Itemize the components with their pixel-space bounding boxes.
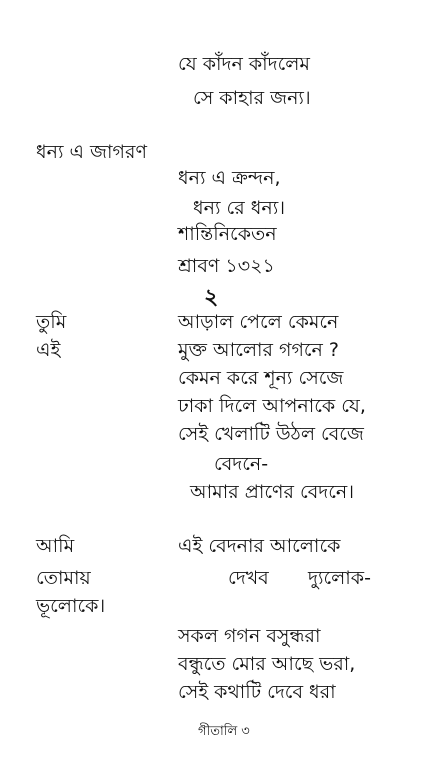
- margin-label: ধন্য এ জাগরণ: [36, 141, 147, 163]
- place-line: শান্তিনিকেতন: [178, 223, 277, 245]
- poem-line: এই বেদনার আলোকে: [178, 535, 341, 557]
- poem-line: বন্ধুতে মোর আছে ভরা,: [178, 653, 356, 675]
- poem-line: মুক্ত আলোর গগনে ?: [178, 339, 340, 361]
- margin-label: আমি: [36, 535, 75, 557]
- poem-word: দ্যুলোক-: [308, 567, 371, 589]
- poem-line: সে কাহার জন্য।: [193, 87, 311, 109]
- poem-word: দেখব: [228, 567, 269, 589]
- poem-line: ঢাকা দিলে আপনাকে যে,: [178, 395, 366, 417]
- margin-label: তোমায়: [36, 567, 91, 589]
- poem-line: আমার প্রাণের বেদনে।: [190, 481, 355, 503]
- poem-line: যে কাঁদন কাঁদলেম: [178, 53, 310, 75]
- poem-line: বেদনে-: [214, 453, 269, 475]
- margin-label: তুমি: [36, 311, 67, 333]
- margin-label: এই: [36, 339, 61, 361]
- poem-line: ধন্য এ ক্রন্দন,: [178, 167, 281, 189]
- section-number: ২: [204, 285, 219, 310]
- poem-line: সেই কথাটি দেবে ধরা: [178, 681, 336, 703]
- poem-line: কেমন করে শূন্য সেজে: [178, 367, 344, 389]
- poem-line: সকল গগন বসুন্ধরা: [178, 625, 321, 647]
- date-line: শ্রাবণ ১৩২১: [178, 255, 275, 277]
- poem-line: আড়াল পেলে কেমনে: [178, 311, 339, 333]
- page-footer: গীতালি ৩: [198, 724, 250, 739]
- poem-line: সেই খেলাটি উঠল বেজে: [178, 423, 364, 445]
- poem-line: ধন্য রে ধন্য।: [193, 197, 286, 219]
- margin-label: ভূলোকে।: [36, 595, 106, 617]
